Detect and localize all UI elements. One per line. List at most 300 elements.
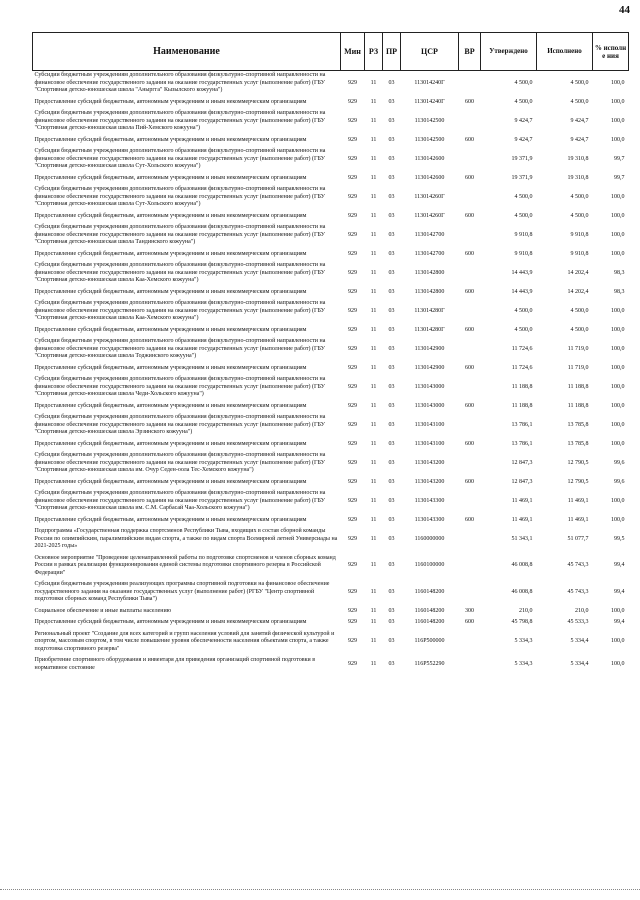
row-rz: 11 <box>370 607 377 614</box>
row-percent: 100,0 <box>611 326 625 333</box>
header-vr: ВР <box>459 33 481 71</box>
row-rz: 11 <box>370 288 377 295</box>
row-rz: 11 <box>370 174 377 181</box>
row-pr: 03 <box>388 421 395 428</box>
row-percent: 98,3 <box>614 288 625 295</box>
row-vr: 600 <box>465 364 474 371</box>
row-pr: 03 <box>388 607 395 614</box>
row-approved: 51 343,1 <box>511 535 533 542</box>
row-percent: 99,6 <box>614 478 625 485</box>
row-percent: 100,0 <box>611 193 625 200</box>
row-name: Субсидии бюджетным учреждениям дополнительного образования физкультурно-спортивной направленности на финансовое обеспечение государственного задания на оказание государственных услуг (выполнение работ) (ГБУ "Спортивная детско-юношеская школа Сут-Хольского кожууна") <box>34 148 326 169</box>
row-approved: 19 371,9 <box>511 174 533 181</box>
row-approved: 45 798,8 <box>511 619 533 625</box>
table-row <box>33 185 629 212</box>
table-row <box>33 630 629 657</box>
row-name: Региональный проект "Создание для всех категорий и групп населения условий для занятий физической культурой и спортом, массовым спортом, в том числе повышение уровня обеспеченности населения объектами спорта, а также подготовка спортивного резерва" <box>34 630 335 652</box>
row-vr <box>459 147 481 174</box>
table-row <box>33 554 629 581</box>
row-vr <box>459 656 481 675</box>
row-approved: 12 847,3 <box>511 459 533 466</box>
row-rz: 11 <box>370 440 377 447</box>
row-percent: 100,0 <box>611 250 625 257</box>
row-min: 929 <box>348 478 357 485</box>
table-row <box>33 212 629 224</box>
row-vr <box>459 337 481 364</box>
row-percent: 99,7 <box>614 174 625 181</box>
row-rz: 11 <box>370 231 377 238</box>
table-row <box>33 607 629 619</box>
row-approved: 4 500,0 <box>514 212 533 219</box>
row-name: Предоставление субсидий бюджетным, автономным учреждениям и иным некоммерческим организациям <box>34 516 307 523</box>
row-percent: 100,0 <box>611 402 625 409</box>
header-approved: Утверждено <box>481 33 537 71</box>
row-min: 929 <box>348 459 357 466</box>
row-approved: 210,0 <box>519 607 533 614</box>
row-name: Предоставление субсидий бюджетным, автономным учреждениям и иным некоммерческим организациям <box>34 136 307 143</box>
row-rz: 11 <box>370 136 377 143</box>
row-name: Предоставление субсидий бюджетным, автономным учреждениям и иным некоммерческим организациям <box>34 440 307 447</box>
row-min: 929 <box>348 231 357 238</box>
table-row <box>33 364 629 376</box>
row-rz: 11 <box>370 269 377 276</box>
row-executed: 210,0 <box>575 607 589 614</box>
row-rz: 11 <box>370 193 377 200</box>
row-percent: 99,4 <box>614 619 625 625</box>
row-approved: 14 443,9 <box>511 269 533 276</box>
row-name: Основное мероприятие "Проведение целенаправленной работы по подготовке спортсменов и членов сборных команд России в рамках реализации функционирования единой системы подготовки спортивного резерва в Российской Федерации" <box>34 554 336 576</box>
row-pr: 03 <box>388 136 395 143</box>
row-rz: 11 <box>370 79 377 86</box>
row-pr: 03 <box>388 383 395 390</box>
row-min: 929 <box>348 174 357 181</box>
row-percent: 100,0 <box>611 497 625 504</box>
row-approved: 11 469,1 <box>511 497 533 504</box>
row-name: Субсидии бюджетным учреждениям реализующих программы спортивной подготовки на финансовое обеспечение государственного задания на оказание государственных услуг (выполнение работ) (РГБУ "Центр спортивной подготовки сборных команд Республики Тыва") <box>34 581 330 602</box>
row-pr: 03 <box>388 402 395 409</box>
row-percent: 100,0 <box>611 516 625 523</box>
row-percent: 99,4 <box>614 562 625 568</box>
row-executed: 5 334,4 <box>570 660 589 667</box>
row-approved: 4 500,0 <box>514 307 533 314</box>
row-percent: 100,0 <box>611 383 625 390</box>
row-min: 929 <box>348 250 357 257</box>
row-executed: 45 743,3 <box>567 562 589 568</box>
row-min: 929 <box>348 98 357 105</box>
row-vr <box>459 489 481 516</box>
row-percent: 99,7 <box>614 155 625 162</box>
row-name: Субсидии бюджетным учреждениям дополнительного образования физкультурно-спортивной направленности на финансовое обеспечение государственного задания на оказание государственных услуг (выполнение работ) (ГБУ "Спортивная детско-юношеская школа Тоджинского кожууна") <box>34 338 326 359</box>
row-min: 929 <box>348 307 357 314</box>
table-row <box>33 618 629 630</box>
table-row <box>33 375 629 402</box>
row-pr: 03 <box>388 459 395 466</box>
row-csr: 1160148200 <box>414 619 445 625</box>
row-percent: 100,0 <box>611 307 625 314</box>
row-approved: 4 500,0 <box>514 98 533 105</box>
row-percent: 100,0 <box>611 79 625 86</box>
row-executed: 14 202,4 <box>567 288 589 295</box>
row-min: 929 <box>348 155 357 162</box>
row-csr: 1130142600 <box>414 174 445 181</box>
row-vr <box>459 580 481 607</box>
row-rz: 11 <box>370 383 377 390</box>
row-rz: 11 <box>370 497 377 504</box>
row-csr: 1160148200 <box>414 588 445 595</box>
row-approved: 19 371,9 <box>511 155 533 162</box>
row-approved: 13 786,1 <box>511 421 533 428</box>
header-csr: ЦСР <box>401 33 459 71</box>
row-pr: 03 <box>388 231 395 238</box>
row-vr <box>459 375 481 402</box>
row-name: Приобретение спортивного оборудования и инвентаря для приведения организаций спортивной подготовки в нормативное состояние <box>34 657 316 671</box>
row-pr: 03 <box>388 440 395 447</box>
row-vr <box>459 185 481 212</box>
row-approved: 11 469,1 <box>511 516 533 523</box>
row-pr: 03 <box>388 250 395 257</box>
row-rz: 11 <box>370 307 377 314</box>
bottom-dotted-rule <box>0 889 640 890</box>
row-name: Предоставление субсидий бюджетным, автономным учреждениям и иным некоммерческим организациям <box>34 98 307 105</box>
row-approved: 11 724,6 <box>511 345 533 352</box>
row-name: Предоставление субсидий бюджетным, автономным учреждениям и иным некоммерческим организациям <box>34 288 307 295</box>
row-csr: 113014260Г <box>414 212 445 219</box>
row-approved: 11 724,6 <box>511 364 533 371</box>
row-min: 929 <box>348 660 357 667</box>
row-name: Субсидии бюджетным учреждениям дополнительного образования физкультурно-спортивной направленности на финансовое обеспечение государственного задания на оказание государственных услуг (выполнение работ) (ГБУ "Спортивная детско-юношеская школа Чеди-Хольского кожууна") <box>34 376 326 397</box>
row-rz: 11 <box>370 516 377 523</box>
table-row <box>33 261 629 288</box>
row-min: 929 <box>348 516 357 523</box>
row-vr <box>459 554 481 581</box>
row-approved: 46 008,8 <box>511 562 533 568</box>
row-csr: 1130142800 <box>414 269 445 276</box>
page-number: 44 <box>619 4 630 16</box>
row-csr: 1130142800 <box>414 288 445 295</box>
row-executed: 11 469,1 <box>567 516 589 523</box>
row-csr: 1130143100 <box>414 421 445 428</box>
row-csr: 1130143200 <box>414 459 445 466</box>
row-name: Предоставление субсидий бюджетным, автономным учреждениям и иным некоммерческим организациям <box>34 212 307 219</box>
row-percent: 99,6 <box>614 459 625 466</box>
row-approved: 5 334,3 <box>514 638 533 644</box>
row-csr: 1160100000 <box>414 562 445 568</box>
row-percent: 100,0 <box>611 607 625 614</box>
row-rz: 11 <box>370 478 377 485</box>
row-name: Субсидии бюджетным учреждениям дополнительного образования физкультурно-спортивной направленности на финансовое обеспечение государственного задания на оказание государственных услуг (выполнение работ) (ГБУ "Спортивная детско-юношеская школа Каа-Хемского кожууна") <box>34 262 326 283</box>
table-row <box>33 136 629 148</box>
table-row <box>33 223 629 250</box>
row-pr: 03 <box>388 638 395 644</box>
row-executed: 19 310,8 <box>567 174 589 181</box>
row-min: 929 <box>348 364 357 371</box>
row-min: 929 <box>348 79 357 86</box>
row-rz: 11 <box>370 562 377 568</box>
row-min: 929 <box>348 383 357 390</box>
row-pr: 03 <box>388 497 395 504</box>
budget-table <box>32 32 629 675</box>
row-vr: 600 <box>465 326 474 333</box>
row-rz: 11 <box>370 660 377 667</box>
row-approved: 5 334,3 <box>514 660 533 667</box>
row-executed: 9 910,8 <box>570 250 589 257</box>
row-percent: 99,5 <box>614 535 625 542</box>
row-rz: 11 <box>370 155 377 162</box>
row-vr: 600 <box>465 174 474 181</box>
row-csr: 1130143000 <box>414 383 445 390</box>
table-row <box>33 299 629 326</box>
row-min: 929 <box>348 619 357 625</box>
row-percent: 100,0 <box>611 212 625 219</box>
row-percent: 100,0 <box>611 440 625 447</box>
table-row <box>33 489 629 516</box>
row-approved: 9 910,8 <box>514 250 533 257</box>
row-rz: 11 <box>370 421 377 428</box>
row-min: 929 <box>348 326 357 333</box>
row-min: 929 <box>348 638 357 644</box>
row-name: Субсидии бюджетным учреждениям дополнительного образования физкультурно-спортивной направленности на финансовое обеспечение государственного задания на оказание государственных услуг (выполнение работ) (ГБУ "Спортивная детско-юношеская школа Пий-Хемского кожууна") <box>34 110 326 131</box>
row-name: Субсидии бюджетным учреждениям дополнительного образования физкультурно-спортивной направленности на финансовое обеспечение государственного задания на оказание государственных услуг (выполнение работ) (ГБУ "Спортивная детско-юношеская школа Тандинского кожууна") <box>34 224 326 245</box>
row-min: 929 <box>348 136 357 143</box>
row-approved: 46 008,8 <box>511 588 533 595</box>
row-pr: 03 <box>388 660 395 667</box>
table-row <box>33 71 629 98</box>
row-pr: 03 <box>388 516 395 523</box>
row-pr: 03 <box>388 98 395 105</box>
row-rz: 11 <box>370 212 377 219</box>
header-name: Наименование <box>33 33 341 71</box>
row-name: Субсидии бюджетным учреждениям дополнительного образования физкультурно-спортивной направленности на финансовое обеспечение государственного задания на оказание государственных услуг (выполнение работ) (ГБУ "Спортивная детско-юношеская школа "Аныргга" Кызылского кожууна") <box>34 72 326 93</box>
row-approved: 11 188,8 <box>511 383 533 390</box>
row-min: 929 <box>348 288 357 295</box>
row-executed: 11 469,1 <box>567 497 589 504</box>
row-rz: 11 <box>370 402 377 409</box>
row-percent: 98,3 <box>614 269 625 276</box>
row-csr: 1130142500 <box>414 136 445 143</box>
row-vr: 600 <box>465 212 474 219</box>
row-vr: 300 <box>465 607 474 614</box>
row-approved: 13 786,1 <box>511 440 533 447</box>
row-pr: 03 <box>388 212 395 219</box>
row-vr <box>459 71 481 98</box>
row-pr: 03 <box>388 345 395 352</box>
header-executed: Исполнено <box>537 33 593 71</box>
row-csr: 1130143000 <box>414 402 445 409</box>
row-name: Предоставление субсидий бюджетным, автономным учреждениям и иным некоммерческим организациям <box>34 326 307 333</box>
row-approved: 4 500,0 <box>514 79 533 86</box>
row-percent: 100,0 <box>611 345 625 352</box>
row-pr: 03 <box>388 535 395 542</box>
table-row <box>33 250 629 262</box>
row-csr: 1130142900 <box>414 364 445 371</box>
row-vr: 600 <box>465 440 474 447</box>
row-pr: 03 <box>388 174 395 181</box>
row-name: Субсидии бюджетным учреждениям дополнительного образования физкультурно-спортивной направленности на финансовое обеспечение государственного задания на оказание государственных услуг (выполнение работ) (ГБУ "Спортивная детско-юношеская школа им. Очур Седен-оола Тес-Хемского кожууна") <box>34 452 326 473</box>
row-percent: 100,0 <box>611 231 625 238</box>
row-vr <box>459 451 481 478</box>
row-min: 929 <box>348 212 357 219</box>
row-pr: 03 <box>388 307 395 314</box>
row-executed: 11 188,8 <box>567 402 589 409</box>
row-vr: 600 <box>465 619 474 625</box>
row-pr: 03 <box>388 193 395 200</box>
header-rz: РЗ <box>365 33 383 71</box>
row-csr: 1130143300 <box>414 516 445 523</box>
row-executed: 11 188,8 <box>567 383 589 390</box>
row-percent: 100,0 <box>611 117 625 124</box>
row-executed: 11 719,0 <box>567 345 589 352</box>
row-pr: 03 <box>388 326 395 333</box>
row-executed: 4 500,0 <box>570 193 589 200</box>
row-executed: 5 334,4 <box>570 638 589 644</box>
row-vr <box>459 527 481 554</box>
row-name: Предоставление субсидий бюджетным, автономным учреждениям и иным некоммерческим организациям <box>34 364 307 371</box>
row-pr: 03 <box>388 79 395 86</box>
row-rz: 11 <box>370 250 377 257</box>
row-csr: 1130142600 <box>414 155 445 162</box>
row-rz: 11 <box>370 117 377 124</box>
row-pr: 03 <box>388 269 395 276</box>
row-percent: 100,0 <box>611 136 625 143</box>
row-csr: 1130143100 <box>414 440 445 447</box>
row-vr <box>459 413 481 440</box>
row-csr: 1130142500 <box>414 117 445 124</box>
table-row <box>33 656 629 675</box>
row-executed: 4 500,0 <box>570 79 589 86</box>
row-rz: 11 <box>370 535 377 542</box>
row-csr: 1130142900 <box>414 345 445 352</box>
row-percent: 99,4 <box>614 588 625 595</box>
row-rz: 11 <box>370 326 377 333</box>
row-min: 929 <box>348 402 357 409</box>
row-rz: 11 <box>370 345 377 352</box>
row-csr: 1130142700 <box>414 250 445 257</box>
row-executed: 9 910,8 <box>570 231 589 238</box>
row-name: Подпрограмма «Государственная поддержка спортсменов Республики Тыва, входящих в состав сборной команды России по олимпийским, паралимпийским видам спорта, а также по видам спорта Всемирной летней Универсиады на 2021-2025 годы» <box>34 528 338 549</box>
row-min: 929 <box>348 440 357 447</box>
row-approved: 11 188,8 <box>511 402 533 409</box>
header-min: Мин <box>341 33 365 71</box>
row-csr: 113014240Г <box>414 98 445 105</box>
table-row <box>33 98 629 110</box>
row-csr: 1160000000 <box>414 535 445 542</box>
row-name: Предоставление субсидий бюджетным, автономным учреждениям и иным некоммерческим организациям <box>34 250 307 257</box>
row-pr: 03 <box>388 562 395 568</box>
row-name: Субсидии бюджетным учреждениям дополнительного образования физкультурно-спортивной направленности на финансовое обеспечение государственного задания на оказание государственных услуг (выполнение работ) (ГБУ "Спортивная детско-юношеская школа им. С.М. Сарбасай Чаа-Хольского кожууна") <box>34 490 326 511</box>
table-body <box>33 71 629 676</box>
row-approved: 14 443,9 <box>511 288 533 295</box>
row-executed: 13 785,8 <box>567 440 589 447</box>
row-rz: 11 <box>370 98 377 105</box>
row-percent: 100,0 <box>611 638 625 644</box>
table-row <box>33 527 629 554</box>
row-rz: 11 <box>370 364 377 371</box>
row-min: 929 <box>348 607 357 614</box>
row-pr: 03 <box>388 117 395 124</box>
row-executed: 14 202,4 <box>567 269 589 276</box>
row-name: Субсидии бюджетным учреждениям дополнительного образования физкультурно-спортивной направленности на финансовое обеспечение государственного задания на оказание государственных услуг (выполнение работ) (ГБУ "Спортивная детско-юношеская школа Эрзинского кожууна") <box>34 414 326 435</box>
table-row <box>33 413 629 440</box>
row-executed: 45 533,3 <box>567 619 589 625</box>
table-row <box>33 147 629 174</box>
row-csr: 1160148200 <box>414 607 445 614</box>
row-name: Субсидии бюджетным учреждениям дополнительного образования физкультурно-спортивной направленности на финансовое обеспечение государственного задания на оказание государственных услуг (выполнение работ) (ГБУ "Спортивная детско-юношеская школа Каа-Хемского кожууна") <box>34 300 326 321</box>
row-vr: 600 <box>465 136 474 143</box>
row-vr: 600 <box>465 402 474 409</box>
row-executed: 4 500,0 <box>570 212 589 219</box>
row-min: 929 <box>348 588 357 595</box>
row-min: 929 <box>348 193 357 200</box>
table-row <box>33 580 629 607</box>
row-csr: 1130142700 <box>414 231 445 238</box>
row-executed: 12 790,5 <box>567 478 589 485</box>
row-name: Социальное обеспечение и иные выплаты населению <box>34 607 172 614</box>
row-vr: 600 <box>465 478 474 485</box>
row-csr: 113014280Г <box>414 307 445 314</box>
header-pr: ПР <box>383 33 401 71</box>
row-csr: 113014260Г <box>414 193 445 200</box>
row-min: 929 <box>348 562 357 568</box>
row-rz: 11 <box>370 619 377 625</box>
row-approved: 4 500,0 <box>514 326 533 333</box>
row-pr: 03 <box>388 288 395 295</box>
header-percent: % исполне ния <box>593 33 629 71</box>
row-csr: 1130143300 <box>414 497 445 504</box>
table-row <box>33 440 629 452</box>
row-name: Субсидии бюджетным учреждениям дополнительного образования физкультурно-спортивной направленности на финансовое обеспечение государственного задания на оказание государственных услуг (выполнение работ) (ГБУ "Спортивная детско-юношеская школа Сут-Хольского кожууна") <box>34 186 326 207</box>
row-min: 929 <box>348 345 357 352</box>
row-csr: 1130143200 <box>414 478 445 485</box>
row-csr: 116P500000 <box>414 638 445 644</box>
row-vr <box>459 223 481 250</box>
row-name: Предоставление субсидий бюджетным, автономным учреждениям и иным некоммерческим организациям <box>34 619 307 625</box>
row-pr: 03 <box>388 588 395 595</box>
table-row <box>33 402 629 414</box>
row-vr <box>459 630 481 657</box>
row-name: Предоставление субсидий бюджетным, автономным учреждениям и иным некоммерческим организациям <box>34 402 307 409</box>
row-percent: 100,0 <box>611 98 625 105</box>
row-pr: 03 <box>388 155 395 162</box>
row-executed: 11 719,0 <box>567 364 589 371</box>
row-min: 929 <box>348 421 357 428</box>
row-approved: 9 424,7 <box>514 136 533 143</box>
row-csr: 116P552290 <box>414 660 445 667</box>
row-name: Предоставление субсидий бюджетным, автономным учреждениям и иным некоммерческим организациям <box>34 174 307 181</box>
row-executed: 4 500,0 <box>570 98 589 105</box>
row-vr: 600 <box>465 98 474 105</box>
row-vr: 600 <box>465 288 474 295</box>
row-approved: 4 500,0 <box>514 193 533 200</box>
row-percent: 100,0 <box>611 660 625 667</box>
table-row <box>33 451 629 478</box>
row-vr <box>459 109 481 136</box>
row-executed: 45 743,3 <box>567 588 589 595</box>
table-header-row <box>33 33 629 71</box>
row-approved: 9 910,8 <box>514 231 533 238</box>
row-rz: 11 <box>370 588 377 595</box>
table-row <box>33 109 629 136</box>
row-percent: 100,0 <box>611 421 625 428</box>
row-vr: 600 <box>465 516 474 523</box>
row-vr <box>459 299 481 326</box>
row-name: Предоставление субсидий бюджетным, автономным учреждениям и иным некоммерческим организациям <box>34 478 307 485</box>
row-rz: 11 <box>370 638 377 644</box>
row-csr: 113014240Г <box>414 79 445 86</box>
table-row <box>33 288 629 300</box>
row-approved: 12 847,3 <box>511 478 533 485</box>
table-row <box>33 478 629 490</box>
row-executed: 4 500,0 <box>570 326 589 333</box>
